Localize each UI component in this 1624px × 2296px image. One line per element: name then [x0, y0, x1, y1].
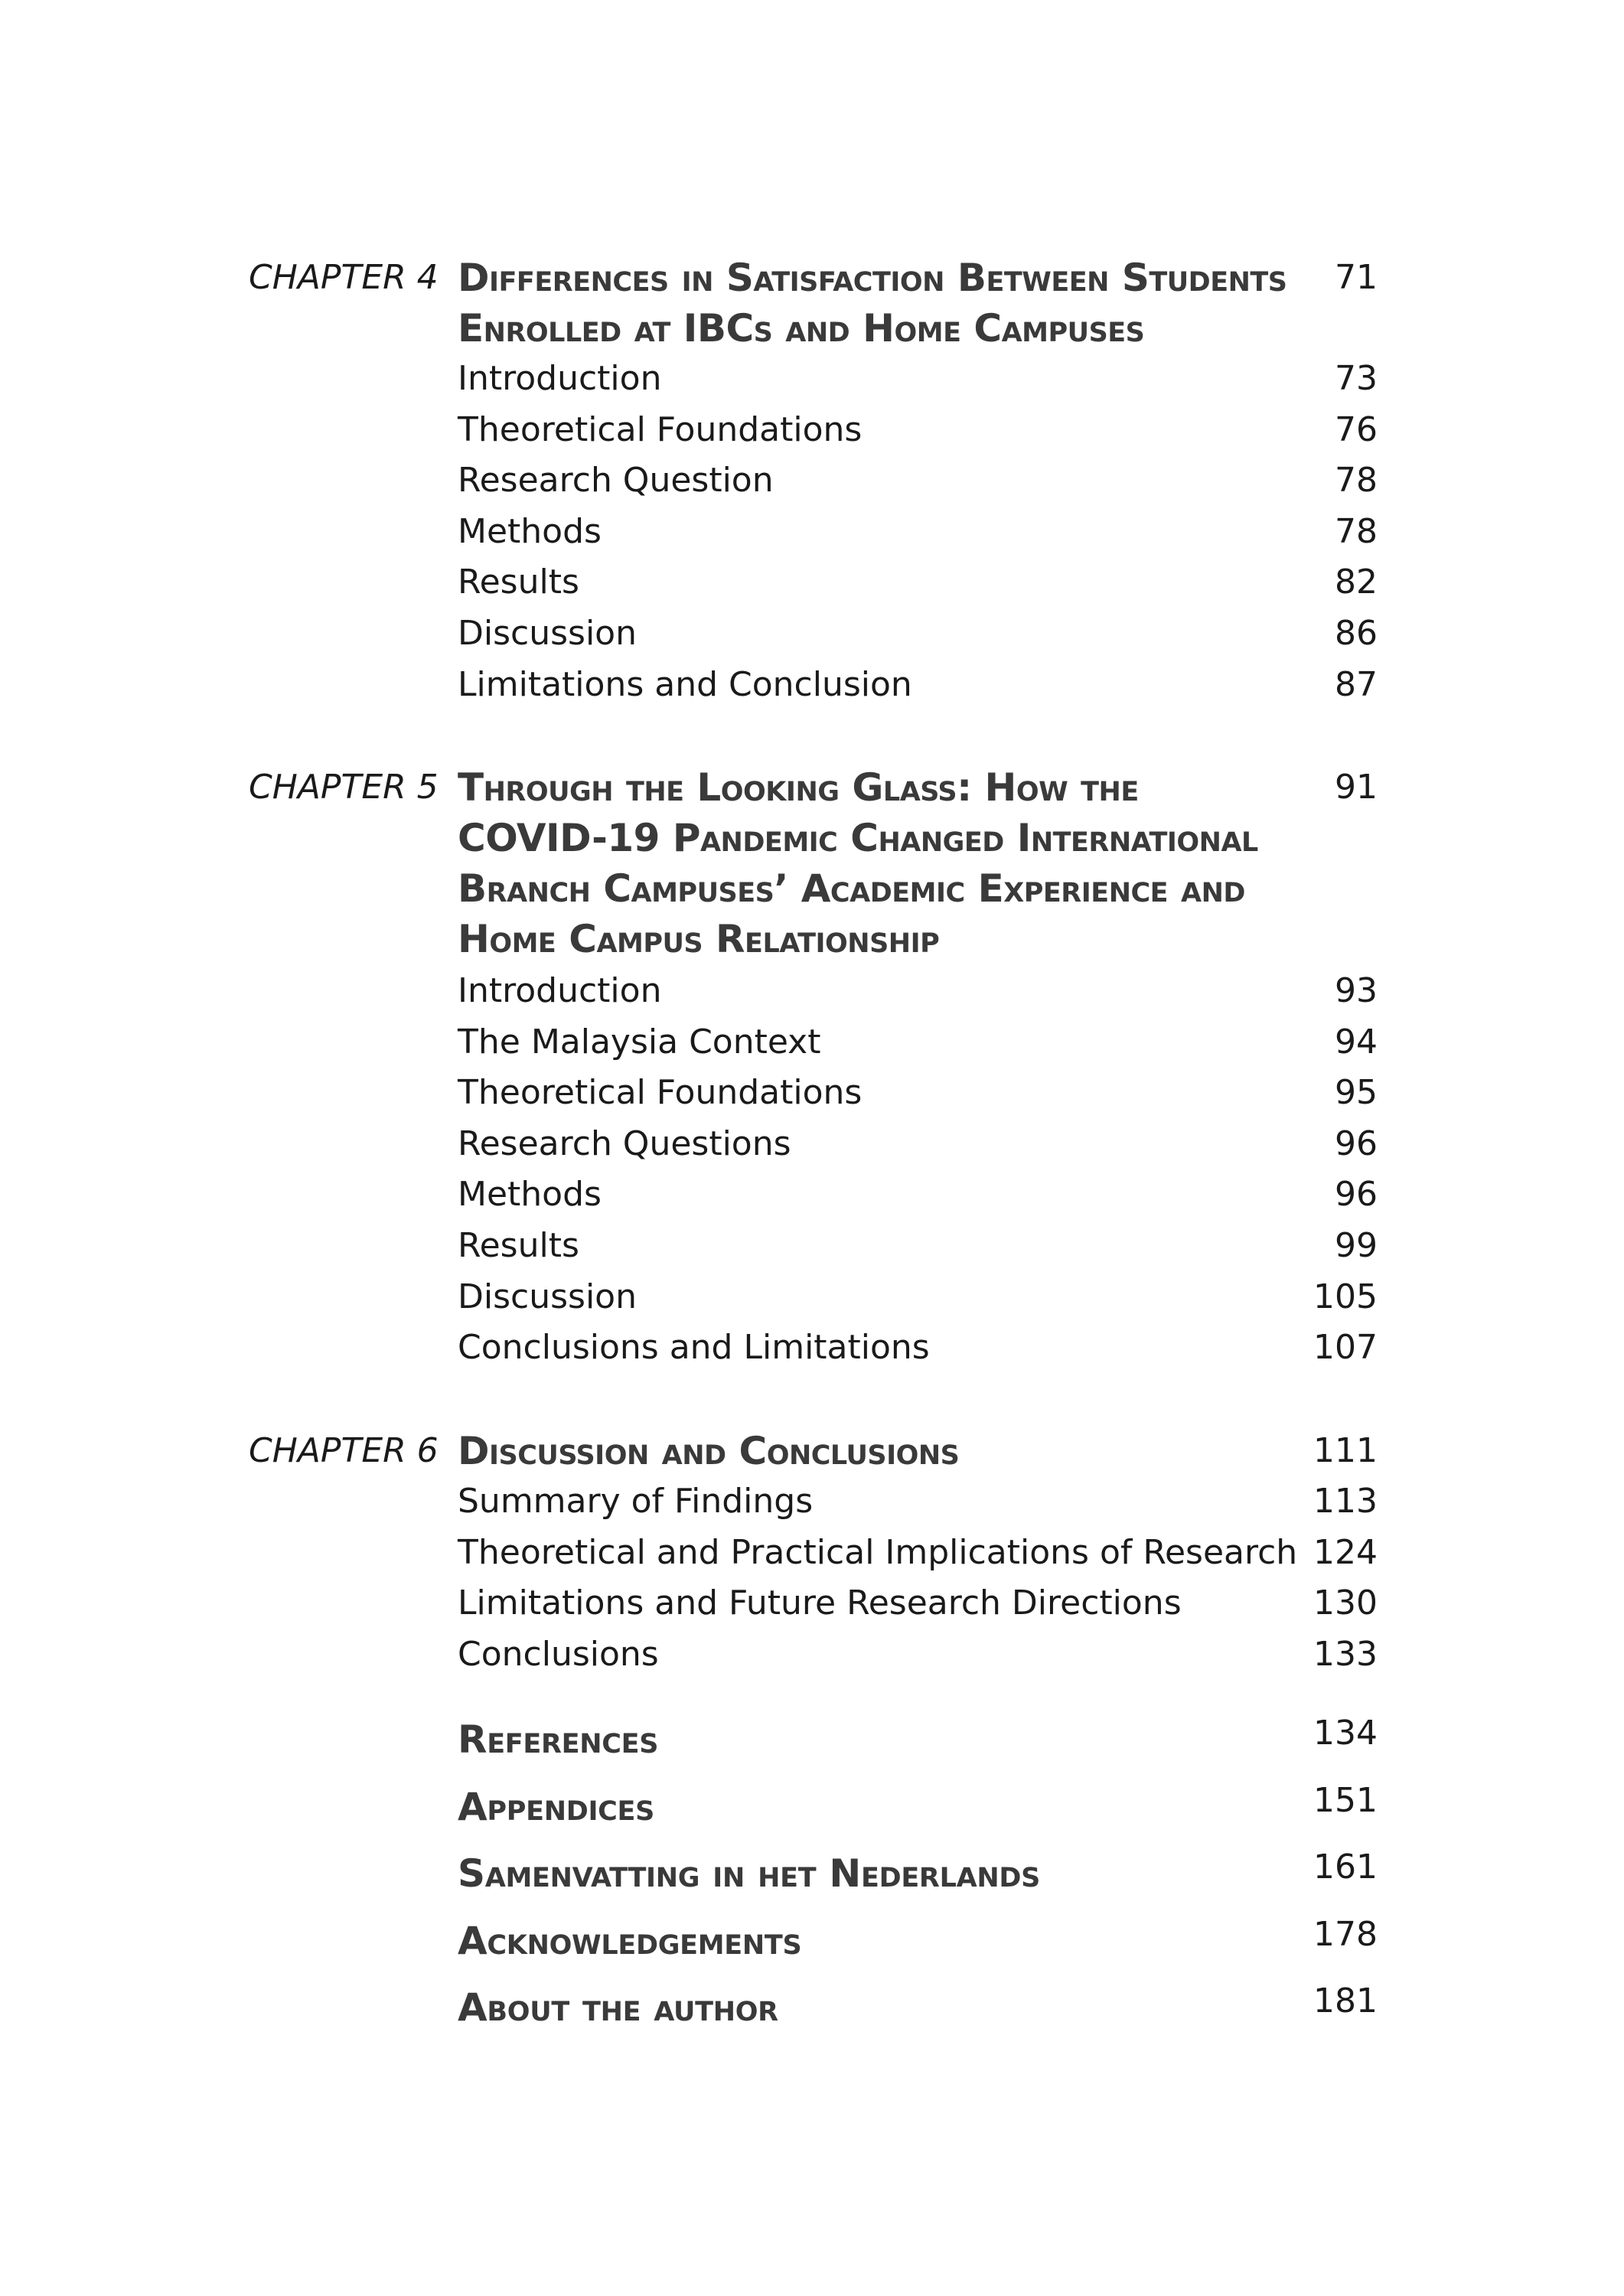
entry-page-number: 113 — [1313, 1482, 1378, 1521]
toc-entry-samenvatting[interactable] — [458, 1842, 1378, 1910]
entry-title: Introduction — [458, 971, 662, 1010]
entry-title: Research Question — [458, 461, 774, 501]
chapter-page-number: 111 — [1313, 1431, 1378, 1470]
section-list — [458, 1476, 1378, 1680]
entry-page-number: 133 — [1313, 1634, 1378, 1674]
toc-entry[interactable] — [458, 608, 1378, 660]
entry-page-number: 93 — [1335, 971, 1378, 1010]
entry-title: Theoretical Foundations — [458, 1073, 863, 1113]
entry-page-number: 107 — [1313, 1328, 1378, 1368]
toc-entry[interactable] — [458, 1578, 1378, 1629]
chapter-label: CHAPTER 6 — [249, 1431, 439, 1470]
entry-page-number: 124 — [1313, 1532, 1378, 1572]
toc-entry-about-author[interactable] — [458, 1976, 1378, 2043]
toc-entry[interactable] — [458, 557, 1378, 608]
chapter-title[interactable]: Discussion and Conclusions — [458, 1429, 960, 1473]
toc-entry-references[interactable] — [458, 1708, 1378, 1776]
entry-page-number: 87 — [1335, 664, 1378, 704]
entry-title: Methods — [458, 511, 602, 551]
toc-entry-appendices[interactable] — [458, 1776, 1378, 1843]
entry-title: Introduction — [458, 359, 662, 398]
chapter-page-number: 91 — [1335, 768, 1378, 807]
section-list — [458, 354, 1378, 710]
entry-title: Methods — [458, 1175, 602, 1215]
entry-page-number: 86 — [1335, 613, 1378, 653]
toc-entry[interactable] — [458, 1068, 1378, 1119]
chapter-title[interactable]: Differences in Satisfaction Between Students Enrolled at IBCs and Home Campuses — [458, 256, 1287, 351]
entry-title: Results — [458, 563, 579, 602]
entry-page-number: 134 — [1313, 1714, 1378, 1753]
entry-page-number: 105 — [1313, 1277, 1378, 1316]
toc-entry[interactable] — [458, 354, 1378, 405]
entry-title: Discussion — [458, 1277, 637, 1316]
entry-title: Discussion — [458, 613, 637, 653]
entry-page-number: 82 — [1335, 563, 1378, 602]
entry-title: About the author — [458, 1985, 778, 2030]
toc-entry[interactable] — [458, 1476, 1378, 1528]
entry-title: Conclusions — [458, 1634, 659, 1674]
entry-title: Results — [458, 1225, 579, 1265]
chapter-page-number: 71 — [1335, 258, 1378, 297]
toc-entry[interactable] — [458, 405, 1378, 456]
chapter-label: CHAPTER 5 — [249, 768, 439, 807]
entry-page-number: 96 — [1335, 1175, 1378, 1215]
toc-entry[interactable] — [458, 660, 1378, 711]
entry-title: Theoretical Foundations — [458, 409, 863, 449]
entry-page-number: 161 — [1313, 1848, 1378, 1887]
toc-entry[interactable] — [458, 1169, 1378, 1221]
toc-entry[interactable] — [458, 1221, 1378, 1272]
toc-entry[interactable] — [458, 966, 1378, 1017]
entry-page-number: 78 — [1335, 511, 1378, 551]
toc-entry[interactable] — [458, 1322, 1378, 1374]
entry-title: Samenvatting in het Nederlands — [458, 1851, 1041, 1896]
entry-page-number: 96 — [1335, 1124, 1378, 1163]
chapter-label: CHAPTER 4 — [249, 258, 439, 297]
toc-entry[interactable] — [458, 1272, 1378, 1323]
entry-title: Appendices — [458, 1784, 655, 1829]
entry-title: Conclusions and Limitations — [458, 1328, 930, 1368]
entry-title: Acknowledgements — [458, 1918, 802, 1963]
entry-title: The Malaysia Context — [458, 1022, 821, 1062]
toc-entry[interactable] — [458, 1017, 1378, 1068]
entry-page-number: 78 — [1335, 461, 1378, 501]
toc-entry[interactable] — [458, 507, 1378, 558]
entry-title: Research Questions — [458, 1124, 791, 1163]
entry-page-number: 76 — [1335, 409, 1378, 449]
entry-page-number: 151 — [1313, 1780, 1378, 1820]
entry-title: Limitations and Future Research Directions — [458, 1583, 1182, 1623]
chapter-title[interactable]: Through the Looking Glass: How the COVID-19 Pandemic Changed International Branch Campuses’ Academic Experience and Home Campus Relationship — [458, 765, 1258, 961]
entry-page-number: 99 — [1335, 1225, 1378, 1265]
toc-entry[interactable] — [458, 1528, 1378, 1579]
entry-title: Summary of Findings — [458, 1482, 814, 1521]
entry-page-number: 95 — [1335, 1073, 1378, 1113]
toc-entry[interactable] — [458, 455, 1378, 507]
entry-title: References — [458, 1717, 659, 1762]
entry-page-number: 130 — [1313, 1583, 1378, 1623]
entry-page-number: 178 — [1313, 1914, 1378, 1954]
back-matter-list — [458, 1708, 1378, 2043]
entry-page-number: 94 — [1335, 1022, 1378, 1062]
toc-entry[interactable] — [458, 1119, 1378, 1170]
entry-title: Theoretical and Practical Implications of Research — [458, 1532, 1298, 1572]
entry-page-number: 181 — [1313, 1981, 1378, 2020]
toc-entry[interactable] — [458, 1629, 1378, 1681]
entry-page-number: 73 — [1335, 359, 1378, 398]
toc-entry-acknowledgements[interactable] — [458, 1910, 1378, 1977]
section-list — [458, 966, 1378, 1374]
entry-title: Limitations and Conclusion — [458, 664, 912, 704]
